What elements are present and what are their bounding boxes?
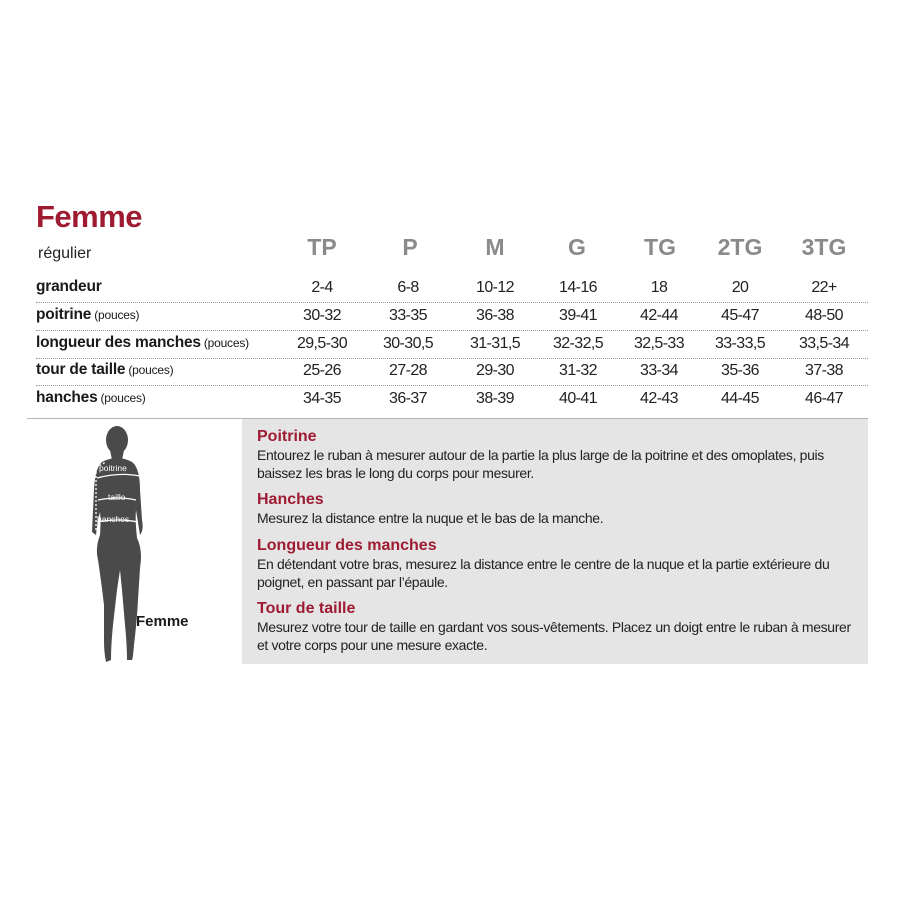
instruction-poitrine [257,427,862,482]
table-cell: 42-43 [640,390,678,407]
table-cell: 31-32 [559,362,597,379]
table-cell: 10-12 [476,279,514,296]
table-row-grandeur [36,276,868,303]
instruction-text: En détendant votre bras, mesurez la distance entre le centre de la nuque et la partie extérieure du poignet, en passant par l’épaule. [257,556,830,590]
table-cell: 34-35 [303,390,341,407]
table-cell: 20 [731,279,749,296]
table-cell: 22+ [811,279,837,296]
table-cell: 44-45 [721,390,759,407]
table-cell: 35-36 [721,362,759,379]
instructions-box [242,419,868,664]
instruction-title: Hanches [257,491,324,508]
instruction-longueur-des-manches [257,536,862,591]
table-cell: 42-44 [640,307,678,324]
page-subtitle: régulier [38,245,92,262]
size-header-tg: TG [644,234,676,260]
size-header-p: P [402,234,418,260]
page-title: Femme [36,199,143,234]
instruction-hanches [257,490,862,527]
size-header-g: G [568,234,586,260]
table-row-poitrine [36,304,868,331]
table-cell: 45-47 [721,307,759,324]
woman-silhouette-icon [80,420,160,670]
table-cell: 33-33,5 [714,335,766,352]
size-header-m: M [485,234,505,260]
size-header-3tg: 3TG [801,234,847,260]
table-cell: 40-41 [559,390,597,407]
table-cell: 32,5-33 [633,335,685,352]
table-cell: 36-38 [476,307,514,324]
instruction-tour-de-taille [257,599,862,654]
instruction-title: Poitrine [257,428,317,445]
table-cell: 29,5-30 [296,335,348,352]
figure-label-chest: poitrine [99,463,127,473]
row-label: grandeur [36,278,102,295]
table-row-hanches [36,387,868,413]
row-label: hanches (pouces) [36,389,146,406]
table-cell: 2-4 [311,279,333,296]
row-label: poitrine (pouces) [36,306,140,323]
table-cell: 25-26 [303,362,341,379]
table-cell: 30-32 [303,307,341,324]
table-cell: 33,5-34 [798,335,850,352]
table-cell: 27-28 [389,362,427,379]
table-cell: 29-30 [476,362,514,379]
table-cell: 38-39 [476,390,514,407]
table-row-longueur-des-manches [36,332,868,359]
instruction-text: Mesurez votre tour de taille en gardant vos sous-vêtements. Placez un doigt entre le ruban à mesurer et votre corps pour une mesure exacte. [257,619,851,653]
size-header-tp: TP [307,234,337,260]
table-cell: 14-16 [559,279,597,296]
figure-label-hips: hanches [97,514,130,524]
instruction-title: Longueur des manches [257,537,437,554]
table-cell: 18 [650,279,668,296]
instruction-title: Tour de taille [257,600,356,617]
table-cell: 33-34 [640,362,678,379]
table-cell: 46-47 [805,390,843,407]
table-cell: 32-32,5 [552,335,604,352]
instruction-text: Entourez le ruban à mesurer autour de la partie la plus large de la poitrine et des omoplates, puis baissez les bras le long du corps pour mesurer. [257,447,824,481]
table-cell: 33-35 [389,307,427,324]
table-cell: 6-8 [397,279,419,296]
row-label: tour de taille (pouces) [36,361,174,378]
size-header-2tg: 2TG [717,234,763,260]
table-cell: 36-37 [389,390,427,407]
figure-label: Femme [136,613,189,630]
table-cell: 48-50 [805,307,843,324]
table-cell: 30-30,5 [382,335,434,352]
table-cell: 31-31,5 [469,335,521,352]
table-cell: 37-38 [805,362,843,379]
row-label: longueur des manches (pouces) [36,334,249,351]
table-cell: 39-41 [559,307,597,324]
figure-label-waist: taille [108,492,126,502]
instruction-text: Mesurez la distance entre la nuque et le bas de la manche. [257,510,604,526]
table-row-tour-de-taille [36,359,868,386]
